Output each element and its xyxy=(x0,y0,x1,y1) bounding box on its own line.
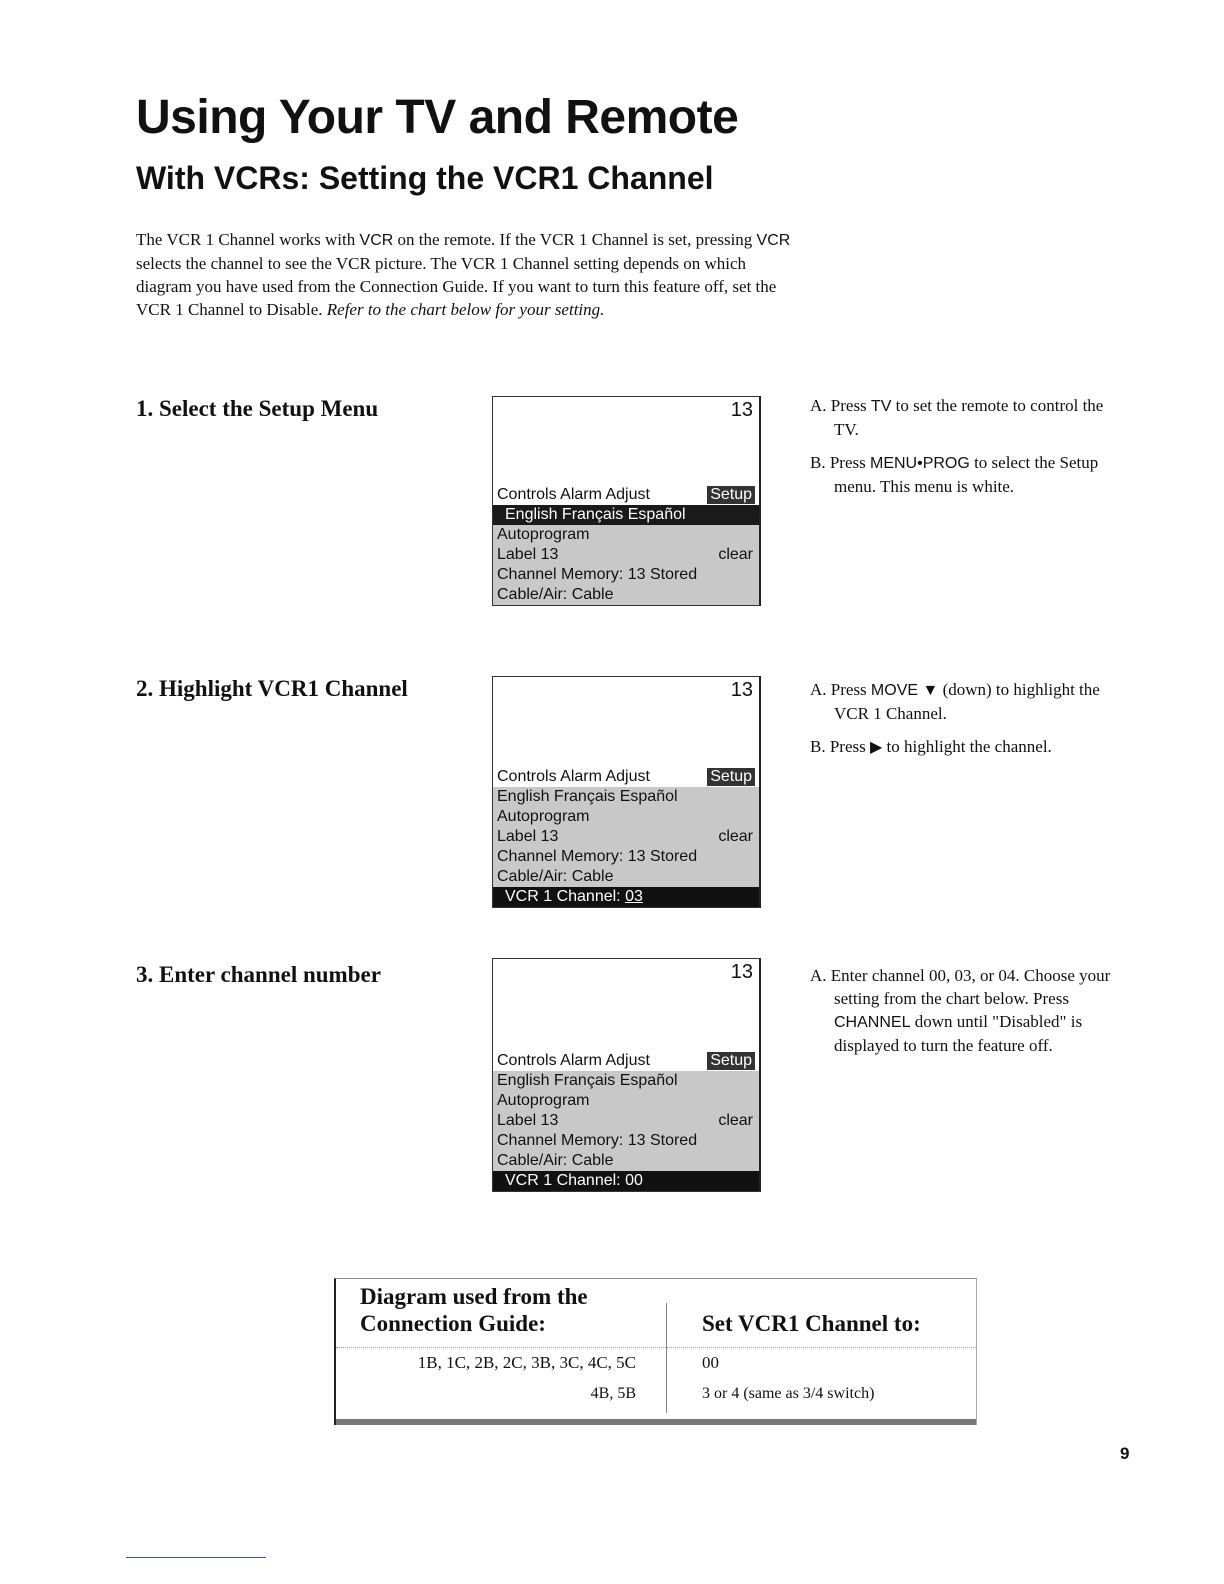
step-3-title: 3. Enter channel number xyxy=(136,962,381,987)
channel-number: 13 xyxy=(730,399,753,421)
menu-item-label: Label 13 clear xyxy=(493,1111,759,1131)
step-2-instructions xyxy=(810,678,1130,769)
setup-menu xyxy=(493,767,759,907)
menu-item-cable-air: Cable/Air: Cable xyxy=(493,585,759,605)
vcr1-channel-value: 00 xyxy=(625,1172,643,1189)
setup-menu-screen-2 xyxy=(492,676,761,908)
menu-item-autoprogram: Autoprogram xyxy=(493,525,759,545)
chart-header-setting: Set VCR1 Channel to: xyxy=(702,1311,921,1336)
setup-menu-screen-1 xyxy=(492,396,761,606)
chart-divider xyxy=(336,1347,976,1348)
chart-row-2-diagram: 4B, 5B xyxy=(590,1385,636,1402)
menu-item-cable-air: Cable/Air: Cable xyxy=(493,1151,759,1171)
page-subtitle: With VCRs: Setting the VCR1 Channel xyxy=(136,160,714,196)
menu-item-channel-memory: Channel Memory: 13 Stored xyxy=(493,565,759,585)
instruction-b: B. Press MENU•PROG to select the Setup menu. This menu is white. xyxy=(810,453,1099,496)
page-title: Using Your TV and Remote xyxy=(136,91,739,144)
setup-menu xyxy=(493,485,759,605)
step-1-instructions xyxy=(810,394,1130,508)
channel-number: 13 xyxy=(730,679,753,701)
language-row: English Français Español xyxy=(493,1071,759,1091)
vcr1-channel-row: VCR 1 Channel: 00 xyxy=(493,1171,759,1191)
chart-row-1-setting: 00 xyxy=(702,1353,719,1372)
step-2-title: 2. Highlight VCR1 Channel xyxy=(136,676,408,701)
language-row: English Français Español xyxy=(493,505,759,525)
chart-header-diagram: Diagram used from the Connection Guide: xyxy=(360,1284,588,1336)
menu-tabs: Controls Alarm Adjust Setup xyxy=(493,485,759,505)
menu-item-label: Label 13 clear xyxy=(493,827,759,847)
chart-column-divider xyxy=(666,1303,667,1413)
chart-row-2-setting: 3 or 4 (same as 3/4 switch) xyxy=(702,1385,875,1402)
setup-menu xyxy=(493,1051,759,1191)
instruction-a: A. Press MOVE ▼ (down) to highlight the VCR 1 Channel. xyxy=(810,680,1100,723)
menu-item-label: Label 13 clear xyxy=(493,545,759,565)
setup-tab: Setup xyxy=(707,768,755,786)
instruction-b: B. Press ▶ to highlight the channel. xyxy=(810,737,1052,756)
menu-item-autoprogram: Autoprogram xyxy=(493,807,759,827)
step-1-title: 1. Select the Setup Menu xyxy=(136,396,379,421)
setup-tab: Setup xyxy=(707,1052,755,1070)
language-row: English Français Español xyxy=(493,787,759,807)
setup-tab: Setup xyxy=(707,486,755,504)
channel-number: 13 xyxy=(730,961,753,983)
chart-bottom-bar xyxy=(336,1419,976,1425)
vcr1-channel-chart xyxy=(334,1278,977,1425)
intro-paragraph: The VCR 1 Channel works with VCR on the remote. If the VCR 1 Channel is set, pressing VCR selects the channel to see the VCR picture. The VCR 1 Channel setting depends on which diagram you have used from the Connection Guide. If you want to turn this feature off, set the VCR 1 Channel to Disable. Refer to the chart below for your setting. xyxy=(136,230,791,319)
footer-rule xyxy=(126,1557,266,1558)
instruction-a: A. Press TV to set the remote to control the TV. xyxy=(810,396,1104,439)
menu-tabs: Controls Alarm Adjust Setup xyxy=(493,767,759,787)
chart-row-1-diagram: 1B, 1C, 2B, 2C, 3B, 3C, 4C, 5C xyxy=(417,1353,636,1372)
setup-menu-screen-3 xyxy=(492,958,761,1192)
page-number: 9 xyxy=(1120,1444,1130,1463)
menu-item-channel-memory: Channel Memory: 13 Stored xyxy=(493,1131,759,1151)
menu-item-autoprogram: Autoprogram xyxy=(493,1091,759,1111)
menu-tabs: Controls Alarm Adjust Setup xyxy=(493,1051,759,1071)
step-3-instructions xyxy=(810,964,1130,1067)
vcr1-channel-row: VCR 1 Channel: 03 xyxy=(493,887,759,907)
menu-item-channel-memory: Channel Memory: 13 Stored xyxy=(493,847,759,867)
vcr1-channel-value: 03 xyxy=(625,888,643,905)
menu-item-cable-air: Cable/Air: Cable xyxy=(493,867,759,887)
instruction-a: A. Enter channel 00, 03, or 04. Choose your setting from the chart below. Press CHANNEL down until "Disabled" is displayed to turn the feature off. xyxy=(810,966,1111,1055)
